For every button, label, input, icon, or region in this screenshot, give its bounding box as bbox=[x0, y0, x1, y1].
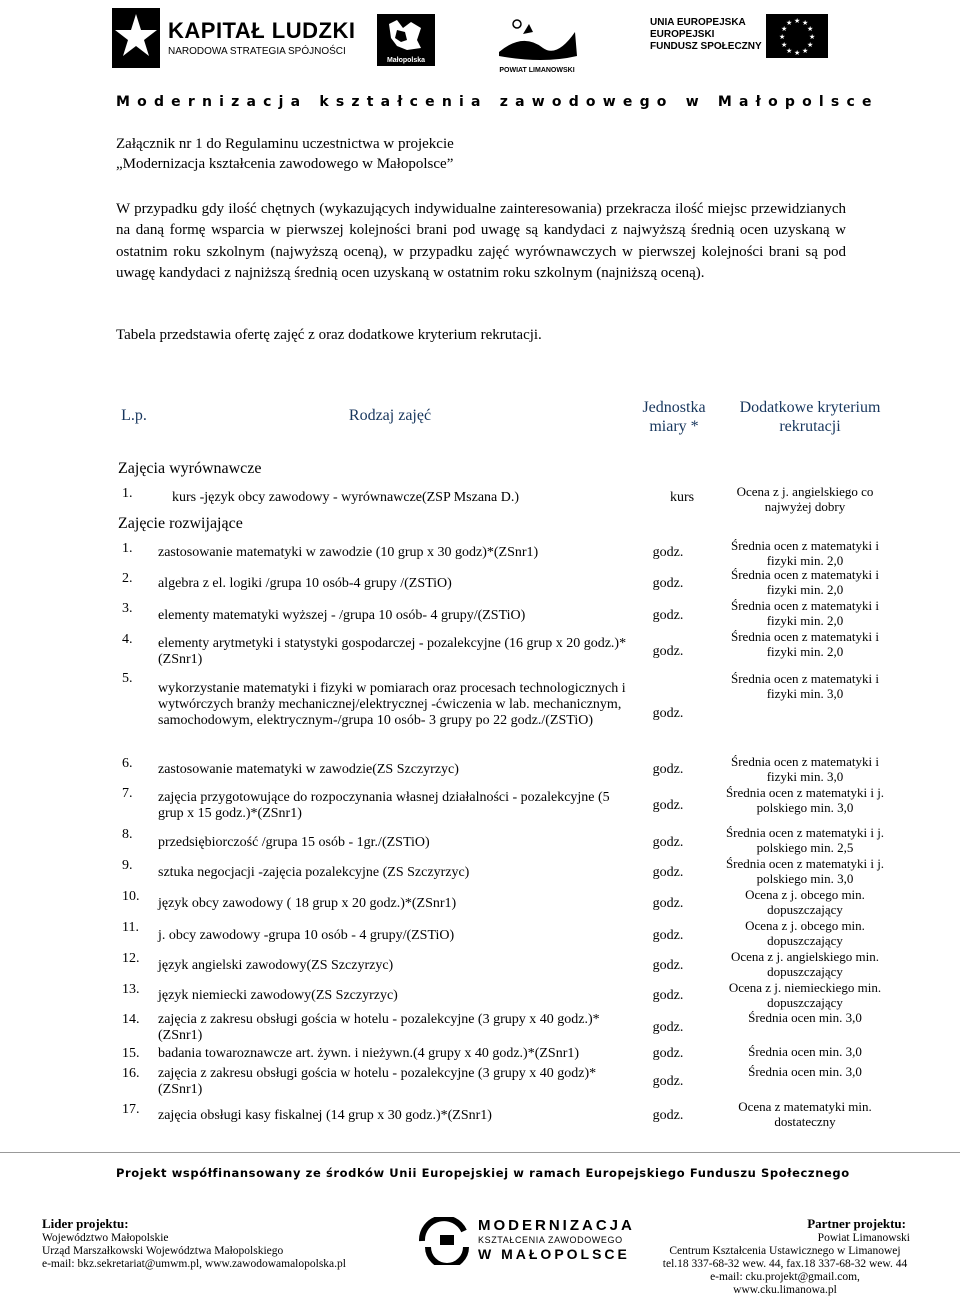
partner-line-2: Centrum Kształcenia Ustawicznego w Limanowej bbox=[669, 1245, 901, 1257]
row-number: 4. bbox=[122, 632, 133, 647]
kapital-ludzki-title: KAPITAŁ LUDZKI bbox=[168, 18, 356, 43]
svg-text:★: ★ bbox=[786, 19, 793, 27]
row-criterion: Średnia ocen min. 3,0 bbox=[748, 1064, 862, 1079]
footer-divider bbox=[0, 1152, 960, 1159]
row-number: 16. bbox=[122, 1066, 140, 1081]
row-unit: godz. bbox=[652, 706, 684, 721]
row-unit: godz. bbox=[652, 762, 684, 777]
row-unit: godz. bbox=[652, 835, 684, 850]
svg-text:★: ★ bbox=[794, 49, 801, 57]
row-criterion: Ocena z j. niemieckiego min. dopuszczający bbox=[728, 980, 882, 1010]
row-criterion: Średnia ocen min. 3,0 bbox=[748, 1010, 862, 1025]
header-criterion bbox=[724, 398, 896, 436]
header-criterion-line-1: Dodatkowe kryterium bbox=[739, 399, 881, 416]
partner-line-1: Powiat Limanowski bbox=[817, 1232, 910, 1244]
row-criterion: Średnia ocen z matematyki i fizyki min. 2,0 bbox=[730, 567, 879, 597]
partner-label: Partner projektu: bbox=[807, 1216, 906, 1231]
mod-line-1: MODERNIZACJA bbox=[478, 1217, 635, 1234]
eu-logo bbox=[650, 14, 830, 60]
header-type: Rodzaj zajęć bbox=[348, 407, 432, 424]
row-unit: godz. bbox=[652, 958, 684, 973]
powiat-limanowski-logo bbox=[493, 12, 581, 74]
malopolska-label: Małopolska bbox=[386, 57, 426, 64]
eu-line-2: EUROPEJSKI bbox=[650, 29, 715, 40]
partner-block bbox=[660, 1216, 910, 1297]
row-activity: język niemiecki zawodowy(ZS Szczyrzyc) bbox=[158, 988, 398, 1003]
eu-line-3: FUNDUSZ SPOŁECZNY bbox=[650, 41, 762, 52]
row-activity: zajęcia obsługi kasy fiskalnej (14 grup x 30 godz.)*(ZSnr1) bbox=[158, 1108, 492, 1123]
row-number: 13. bbox=[122, 982, 140, 997]
row-number: 6. bbox=[122, 756, 133, 771]
svg-text:★: ★ bbox=[781, 25, 788, 33]
header-lp: L.p. bbox=[121, 407, 147, 424]
row-unit: godz. bbox=[652, 988, 684, 1003]
eu-line-1: UNIA EUROPEJSKA bbox=[650, 17, 746, 28]
row-criterion: Ocena z j. angielskiego min. dopuszczający bbox=[730, 949, 879, 979]
annex-line-2: „Modernizacja kształcenia zawodowego w Małopolsce” bbox=[116, 156, 454, 172]
svg-text:★: ★ bbox=[807, 41, 814, 49]
row-number: 7. bbox=[122, 786, 133, 801]
row-number: 1. bbox=[122, 541, 133, 556]
row-unit: godz. bbox=[652, 1046, 684, 1061]
svg-text:★: ★ bbox=[807, 25, 814, 33]
row-number: 5. bbox=[122, 671, 133, 686]
row-number: 2. bbox=[122, 571, 133, 586]
svg-text:★: ★ bbox=[786, 47, 793, 55]
row-activity: język angielski zawodowy(ZS Szczyrzyc) bbox=[158, 958, 394, 973]
row-unit: kurs bbox=[669, 490, 695, 505]
row-activity: przedsiębiorczość /grupa 15 osób - 1gr./(ZSTiO) bbox=[158, 835, 430, 850]
header-unit-line-1: Jednostka bbox=[642, 399, 706, 416]
svg-text:★: ★ bbox=[802, 19, 809, 27]
table-intro: Tabela przedstawia ofertę zajęć z oraz dodatkowe kryterium rekrutacji. bbox=[116, 327, 542, 343]
row-criterion: Średnia ocen z matematyki i fizyki min. 2,0 bbox=[730, 598, 879, 628]
eu-text bbox=[650, 17, 762, 53]
section-developmental: Zajęcie rozwijające bbox=[118, 515, 243, 532]
row-criterion: Średnia ocen z matematyki i fizyki min. 3,0 bbox=[730, 671, 879, 701]
row-criterion: Średnia ocen z matematyki i j. polskiego min. 2,5 bbox=[725, 825, 885, 855]
svg-text:★: ★ bbox=[779, 33, 786, 41]
row-activity: zastosowanie matematyki w zawodzie (10 grup x 30 godz)*(ZSnr1) bbox=[158, 545, 539, 560]
powiat-label: POWIAT LIMANOWSKI bbox=[499, 67, 575, 74]
row-unit: godz. bbox=[652, 576, 684, 591]
row-activity: zajęcia przygotowujące do rozpoczynania własnej działalności - pozalekcyjne (5 grup x 15 godz.)*(ZSnr1) bbox=[158, 790, 610, 821]
row-criterion: Ocena z j. obcego min. dopuszczający bbox=[745, 887, 865, 917]
partner-line-3: tel.18 337-68-32 wew. 44, fax.18 337-68-32 wew. 44 bbox=[662, 1258, 908, 1270]
row-activity: wykorzystanie matematyki i fizyki w pomiarach oraz procesach technologicznych i wytwórczych branży mechanicznej/elektrycznej -ćwiczenia w lab. mechanicznym, samochodowym, elektrycznym-/grupa 10 osób- 3 grupy po 22 godz./(ZSTiO) bbox=[158, 681, 626, 728]
svg-text:★: ★ bbox=[794, 17, 801, 25]
row-activity: sztuka negocjacji -zajęcia pozalekcyjne (ZS Szczyrzyc) bbox=[158, 865, 470, 880]
annex-line-1: Załącznik nr 1 do Regulaminu uczestnictwa w projekcie bbox=[116, 136, 454, 152]
row-number: 3. bbox=[122, 601, 133, 616]
row-criterion: Średnia ocen min. 3,0 bbox=[748, 1044, 862, 1059]
row-unit: godz. bbox=[652, 798, 684, 813]
row-criterion: Ocena z j. angielskiego co najwyżej dobry bbox=[736, 484, 874, 514]
row-activity: język obcy zawodowy ( 18 grup x 20 godz.)*(ZSnr1) bbox=[158, 896, 457, 911]
row-number: 15. bbox=[122, 1046, 140, 1061]
section-remedial: Zajęcia wyrównawcze bbox=[118, 460, 262, 477]
kapital-ludzki-star-icon bbox=[112, 8, 160, 68]
row-number: 8. bbox=[122, 827, 133, 842]
row-unit: godz. bbox=[652, 865, 684, 880]
row-criterion: Średnia ocen z matematyki i fizyki min. 2,0 bbox=[730, 629, 879, 659]
row-criterion: Średnia ocen z matematyki i j. polskiego min. 3,0 bbox=[725, 856, 885, 886]
row-unit: godz. bbox=[652, 896, 684, 911]
kapital-ludzki-subtitle: NARODOWA STRATEGIA SPÓJNOŚCI bbox=[168, 46, 346, 57]
row-criterion: Średnia ocen z matematyki i fizyki min. 3,0 bbox=[730, 754, 879, 784]
row-unit: godz. bbox=[652, 1108, 684, 1123]
row-number: 10. bbox=[122, 889, 140, 904]
row-number: 12. bbox=[122, 951, 140, 966]
row-criterion: Średnia ocen z matematyki i j. polskiego min. 3,0 bbox=[725, 785, 885, 815]
row-activity: j. obcy zawodowy -grupa 10 osób - 4 grupy/(ZSTiO) bbox=[158, 928, 455, 943]
row-number: 17. bbox=[122, 1102, 140, 1117]
mod-line-3: W MAŁOPOLSCE bbox=[478, 1246, 630, 1262]
leader-line-1: Województwo Małopolskie bbox=[42, 1232, 169, 1244]
row-unit: godz. bbox=[652, 608, 684, 623]
row-number: 11. bbox=[122, 920, 139, 935]
row-activity: zajęcia z zakresu obsługi gościa w hotelu - pozalekcyjne (3 grupy x 40 godz.)*(ZSnr1) bbox=[158, 1012, 600, 1043]
row-unit: godz. bbox=[652, 644, 684, 659]
row-criterion: Ocena z matematyki min. dostateczny bbox=[738, 1099, 872, 1129]
malopolska-logo bbox=[377, 14, 435, 66]
recruitment-paragraph: W przypadku gdy ilość chętnych (wykazujących indywidualne zainteresowania) przekracza ilość miejsc przewidzianych na daną formę wsparcia w pierwszej kolejności brani pod uwagę są kandydaci z najwyższą średnią ocen uzyskaną w ostatnim roku szkolnym (najwyższą oceną), w przypadku zajęć wyrównawczych w pierwszej kolejności brani są pod uwagę kandydaci z najniższą średnią ocen uzyskaną w ostatnim roku szkolnym (najniższą oceną). bbox=[116, 201, 846, 281]
row-number: 14. bbox=[122, 1012, 140, 1027]
row-activity: zajęcia z zakresu obsługi gościa w hotelu - pozalekcyjne (3 grupy x 40 godz)*(ZSnr1) bbox=[158, 1066, 597, 1097]
partner-line-4: e-mail: cku.projekt@gmail.com, www.cku.limanowa.pl bbox=[710, 1271, 860, 1296]
row-activity: kurs -język obcy zawodowy - wyrównawcze(ZSP Mszana D.) bbox=[172, 490, 520, 505]
leader-block bbox=[42, 1216, 346, 1271]
row-criterion: Średnia ocen z matematyki i fizyki min. 2,0 bbox=[730, 538, 879, 568]
kapital-ludzki-logo bbox=[112, 8, 356, 68]
row-unit: godz. bbox=[652, 1020, 684, 1035]
svg-text:★: ★ bbox=[809, 33, 816, 41]
eu-flag-icon bbox=[766, 14, 828, 58]
svg-text:★: ★ bbox=[781, 41, 788, 49]
row-activity: zastosowanie matematyki w zawodzie(ZS Szczyrzyc) bbox=[158, 762, 459, 777]
row-activity: elementy arytmetyki i statystyki gospodarczej - pozalekcyjne (16 grup x 20 godz.)*(ZSnr1) bbox=[158, 636, 627, 667]
row-activity: algebra z el. logiki /grupa 10 osób-4 grupy /(ZSTiO) bbox=[158, 576, 452, 591]
svg-text:★: ★ bbox=[802, 47, 809, 55]
row-unit: godz. bbox=[652, 1074, 684, 1089]
header-unit-line-2: miary * bbox=[649, 418, 699, 435]
funding-note: Projekt współfinansowany ze środków Unii Europejskiej w ramach Europejskiego Funduszu Społecznego bbox=[116, 1166, 850, 1180]
row-activity: elementy matematyki wyższej - /grupa 10 osób- 4 grupy/(ZSTiO) bbox=[158, 608, 526, 623]
leader-line-3: e-mail: bkz.sekretariat@umwm.pl, www.zawodowamalopolska.pl bbox=[42, 1258, 346, 1270]
project-title: Modernizacja kształcenia zawodowego w Małopolsce bbox=[116, 94, 879, 110]
modernizacja-logo bbox=[418, 1215, 635, 1267]
header-unit bbox=[624, 398, 724, 436]
row-number: 1. bbox=[122, 486, 133, 501]
modernizacja-mark-icon bbox=[418, 1217, 474, 1265]
leader-line-2: Urząd Marszałkowski Województwa Małopolskiego bbox=[42, 1245, 284, 1257]
row-activity: badania towaroznawcze art. żywn. i nieżywn.(4 grupy x 40 godz.)*(ZSnr1) bbox=[158, 1046, 580, 1061]
annex-heading bbox=[116, 134, 454, 174]
row-unit: godz. bbox=[652, 545, 684, 560]
row-criterion: Ocena z j. obcego min. dopuszczający bbox=[745, 918, 865, 948]
row-unit: godz. bbox=[652, 928, 684, 943]
row-number: 9. bbox=[122, 858, 133, 873]
header-criterion-line-2: rekrutacji bbox=[779, 418, 841, 435]
mod-line-2: KSZTAŁCENIA ZAWODOWEGO bbox=[478, 1235, 623, 1245]
leader-label: Lider projektu: bbox=[42, 1216, 129, 1231]
